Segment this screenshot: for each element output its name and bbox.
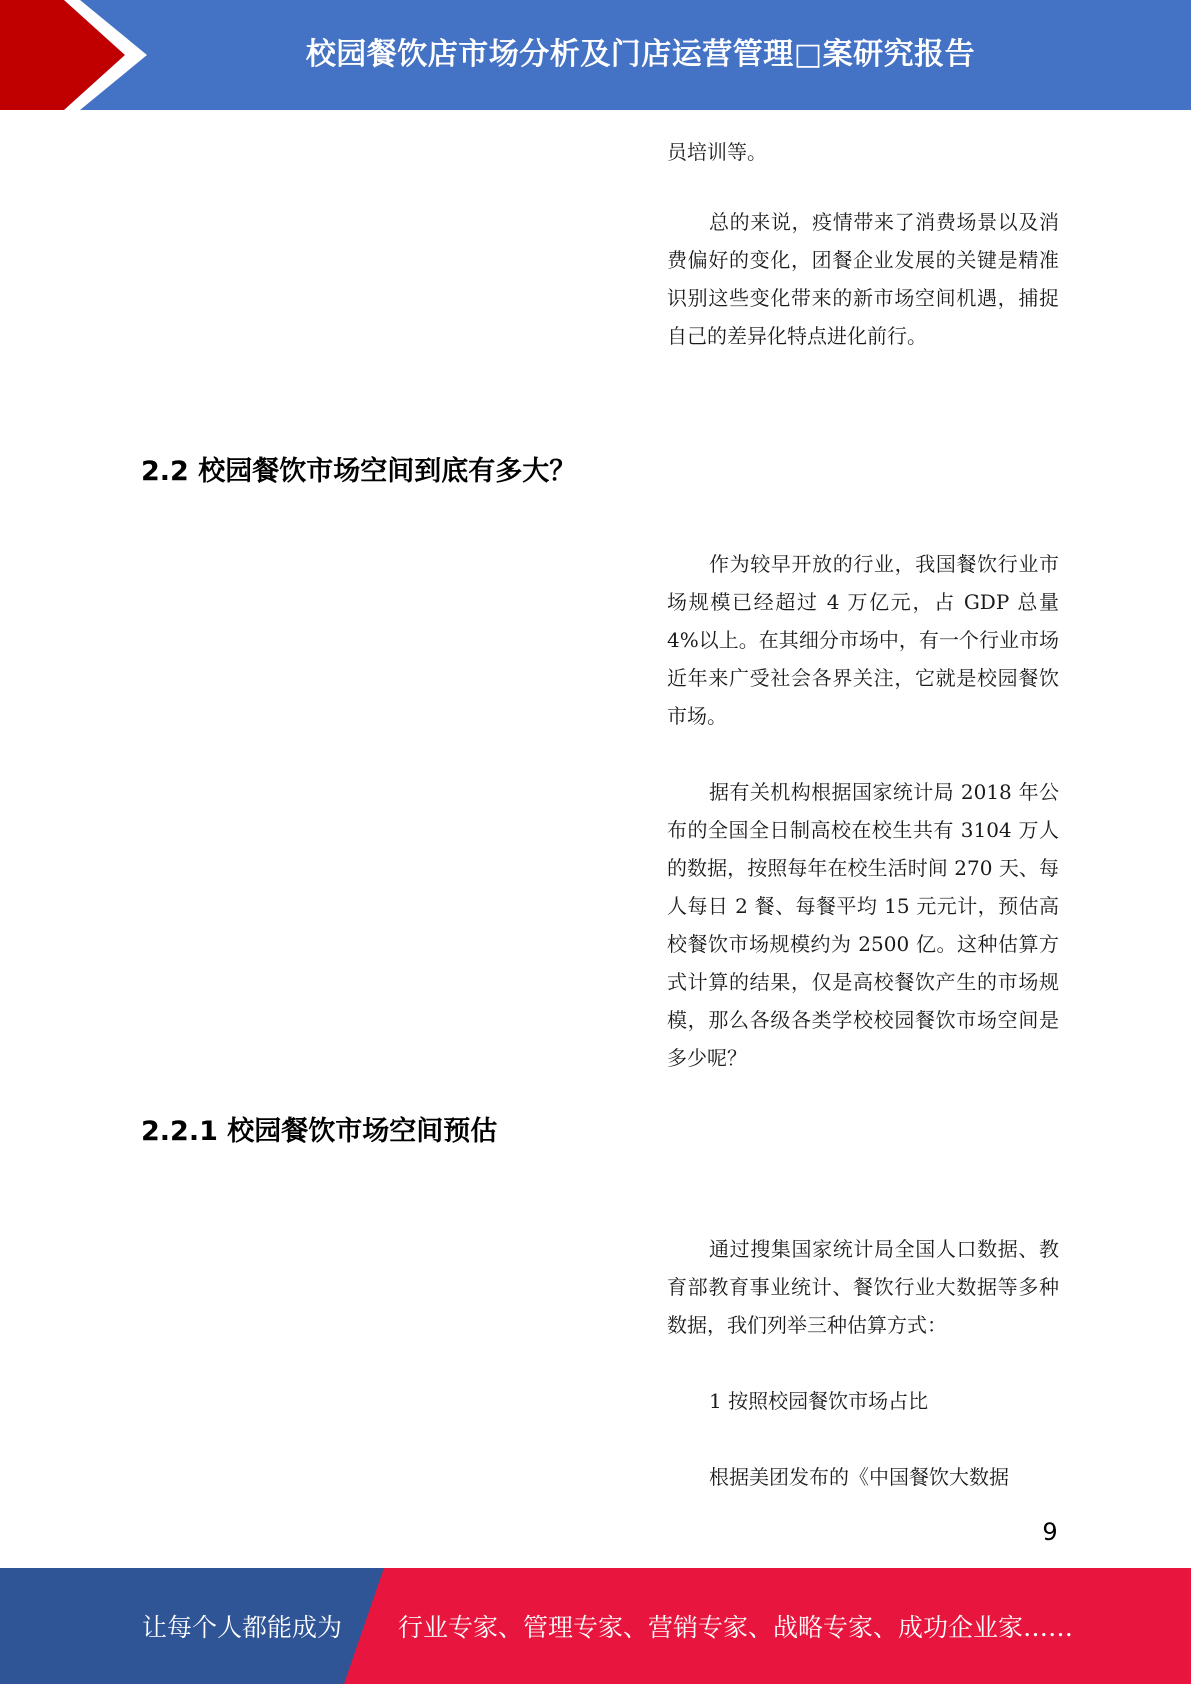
header-banner — [0, 0, 1191, 110]
footer-slogan-left: 让每个人都能成为 — [142, 1613, 343, 1642]
header-arrow-icon — [0, 0, 160, 110]
paragraph-estimate: 据有关机构根据国家统计局 2018 年公布的全国全日制高校在校生共有 3104 万人的数据，按照每年在校生活时间 270 天、每人每日 2 餐、每餐平均 15 元元计，预估高校餐饮市场规模约为 2500 亿。这种估算方式计算的结果，仅是高校餐饮产生的市场规模，那么各级各类学校校园餐饮市场空间是多少呢？ — [667, 780, 1059, 1070]
paragraph-meituan: 根据美团发布的《中国餐饮大数据 — [709, 1465, 1009, 1489]
document-title: 校园餐饮店市场分析及门店运营管理□案研究报告 — [305, 37, 976, 72]
section-heading-2-2: 2.2 校园餐饮市场空间到底有多大？ — [141, 456, 577, 487]
paragraph-market-scale: 作为较早开放的行业，我国餐饮行业市场规模已经超过 4 万亿元，占 GDP 总量4%以上。在其细分市场中，有一个行业市场近年来广受社会各界关注，它就是校园餐饮市场。 — [667, 552, 1059, 728]
footer-banner — [0, 1568, 1191, 1684]
page-number: 9 — [1042, 1518, 1058, 1546]
footer-slogan-right: 行业专家、管理专家、营销专家、战略专家、成功企业家…… — [398, 1613, 1074, 1642]
paragraph-method-1: 1 按照校园餐饮市场占比 — [709, 1389, 929, 1413]
header-arrow-red-shape — [0, 0, 125, 110]
section-heading-2-2-1: 2.2.1 校园餐饮市场空间预估 — [141, 1116, 498, 1147]
paragraph-continuation: 员培训等。 — [667, 140, 767, 164]
paragraph-summary: 总的来说，疫情带来了消费场景以及消费偏好的变化，团餐企业发展的关键是精准识别这些变化带来的新市场空间机遇，捕捉自己的差异化特点进化前行。 — [667, 210, 1059, 348]
paragraph-methods: 通过搜集国家统计局全国人口数据、教育部教育事业统计、餐饮行业大数据等多种数据，我们列举三种估算方式： — [667, 1237, 1059, 1337]
